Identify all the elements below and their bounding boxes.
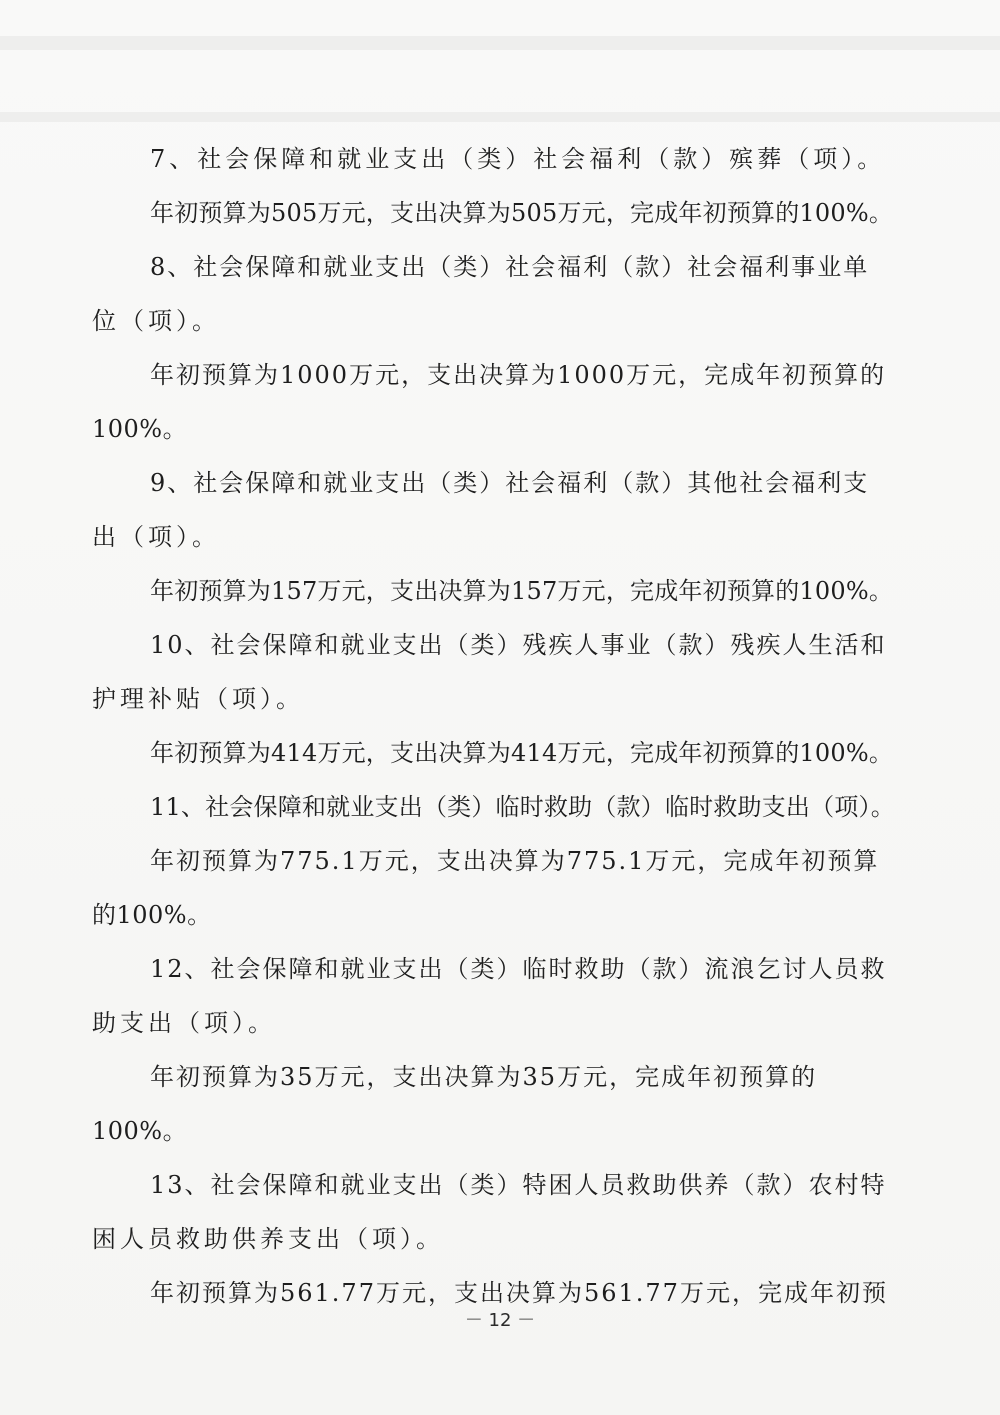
paragraph-line: 年初预算为1000万元，支出决算为1000万元，完成年初预算的 [150, 361, 887, 389]
paragraph-line: 100%。 [92, 415, 188, 443]
paragraph-line: 年初预算为775.1万元，支出决算为775.1万元，完成年初预算 [150, 847, 880, 875]
paragraph-line: 100%。 [92, 1117, 188, 1145]
paragraph-line: 出（项）。 [92, 523, 220, 551]
paragraph-line: 困人员救助供养支出（项）。 [92, 1225, 444, 1253]
paragraph-line: 12、社会保障和就业支出（类）临时救助（款）流浪乞讨人员救 [150, 955, 887, 983]
scan-artifact-band [0, 112, 1000, 122]
paragraph-line: 年初预算为35万元，支出决算为35万元，完成年初预算的 [150, 1063, 818, 1091]
paragraph-line: 护理补贴（项）。 [92, 685, 304, 713]
paragraph-line: 年初预算为505万元，支出决算为505万元，完成年初预算的100%。 [150, 199, 894, 227]
paragraph-line: 10、社会保障和就业支出（类）残疾人事业（款）残疾人生活和 [150, 631, 887, 659]
paragraph-line: 13、社会保障和就业支出（类）特困人员救助供养（款）农村特 [150, 1171, 887, 1199]
paragraph-line: 8、社会保障和就业支出（类）社会福利（款）社会福利事业单 [150, 253, 870, 281]
page-number: － 12 － [464, 1310, 536, 1331]
paragraph-line: 位（项）。 [92, 307, 220, 335]
paragraph-line: 年初预算为157万元，支出决算为157万元，完成年初预算的100%。 [150, 577, 894, 605]
paragraph-line: 助支出（项）。 [92, 1009, 276, 1037]
paragraph-line: 7、社会保障和就业支出（类）社会福利（款）殡葬（项）。 [150, 145, 886, 173]
paragraph-line: 年初预算为561.77万元，支出决算为561.77万元，完成年初预 [150, 1279, 888, 1307]
document-body [92, 132, 895, 1320]
paragraph-line: 的100%。 [92, 901, 212, 929]
paragraph-line: 年初预算为414万元，支出决算为414万元，完成年初预算的100%。 [150, 739, 894, 767]
paragraph-line: 11、社会保障和就业支出（类）临时救助（款）临时救助支出（项）。 [150, 793, 895, 821]
paragraph-line: 9、社会保障和就业支出（类）社会福利（款）其他社会福利支 [150, 469, 870, 497]
scan-artifact-band [0, 36, 1000, 50]
